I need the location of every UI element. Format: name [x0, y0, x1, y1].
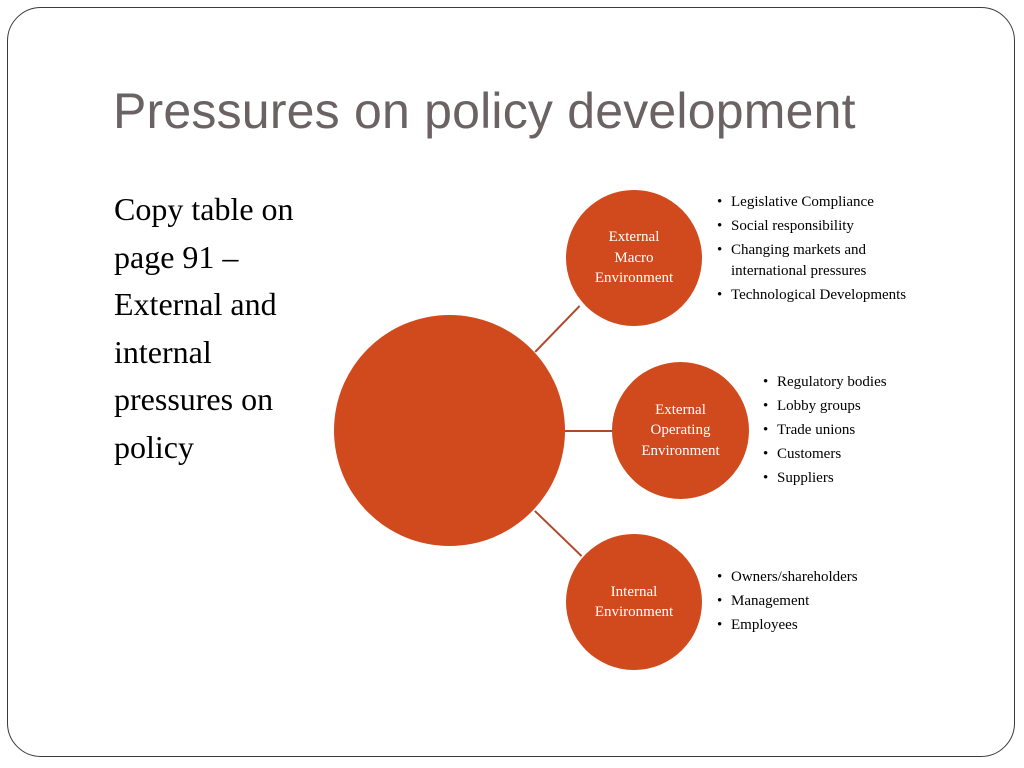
internal-environment-list: [717, 567, 917, 639]
center-circle: [334, 315, 565, 546]
list-item: • Regulatory bodies: [763, 372, 963, 393]
list-item: • Changing markets and international pressures: [717, 240, 917, 281]
external-operating-list: [763, 372, 963, 492]
internal-environment-circle: [566, 534, 702, 670]
external-macro-list: [717, 192, 917, 309]
body-text: Copy table on page 91 – External and internal pressures on policy: [114, 191, 294, 465]
external-operating-circle: [612, 362, 749, 499]
list-item: • Trade unions: [763, 420, 963, 441]
list-item: • Social responsibility: [717, 216, 917, 237]
external-macro-circle: [566, 190, 702, 326]
list-item: • Lobby groups: [763, 396, 963, 417]
list-item: • Suppliers: [763, 468, 963, 489]
list-item: • Employees: [717, 615, 917, 636]
external-operating-label: External Operating Environment: [641, 401, 720, 459]
list-item: • Customers: [763, 444, 963, 465]
connector-operating: [565, 430, 613, 432]
list-item: • Owners/shareholders: [717, 567, 917, 588]
list-item: • Management: [717, 591, 917, 612]
slide-title: Pressures on policy development: [113, 83, 856, 139]
internal-environment-label: Internal Environment: [594, 583, 674, 620]
list-item: • Legislative Compliance: [717, 192, 917, 213]
external-macro-label: External Macro Environment: [594, 229, 674, 287]
list-item: • Technological Developments: [717, 285, 917, 306]
